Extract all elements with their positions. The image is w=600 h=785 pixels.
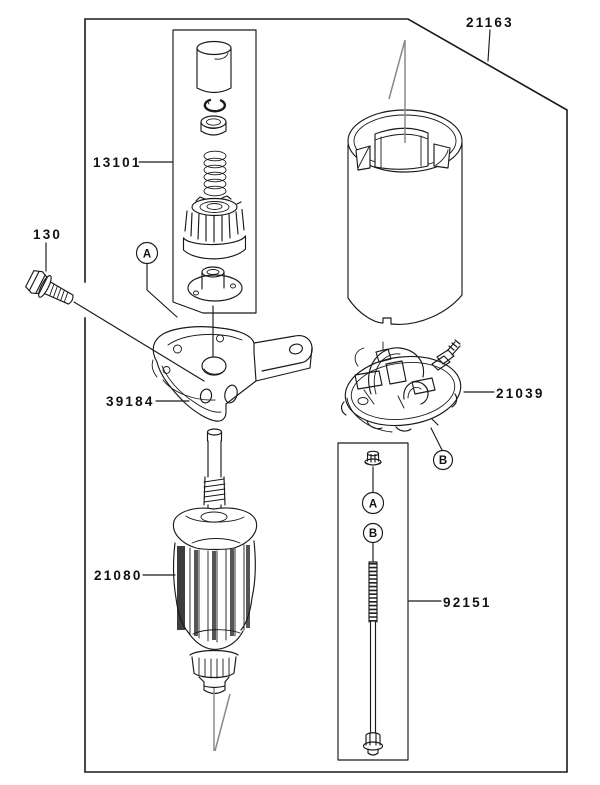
drive-spring-drawing bbox=[204, 151, 226, 196]
bracket-drawing bbox=[152, 327, 312, 422]
part-label-39184: 39184 bbox=[106, 394, 155, 409]
pinion-gear-drawing bbox=[184, 196, 246, 259]
ref-a-label: A bbox=[142, 248, 152, 261]
ref-bubble-b-box bbox=[364, 524, 383, 543]
ref-bubble-b-brushplate bbox=[431, 428, 453, 470]
drive-plunger-cap-drawing bbox=[197, 42, 231, 93]
part-label-13101-group bbox=[93, 155, 172, 170]
through-bolt-drawing bbox=[364, 562, 383, 755]
part-label-13101: 13101 bbox=[93, 155, 142, 170]
stop-collar-drawing bbox=[201, 116, 226, 135]
assembly-frame bbox=[85, 19, 567, 772]
drive-kit-box bbox=[173, 30, 256, 313]
part-label-21080: 21080 bbox=[94, 568, 143, 583]
insert-arrow-housing bbox=[389, 40, 405, 143]
part-label-92151-group bbox=[409, 595, 492, 610]
ref-bubble-a-box bbox=[363, 493, 384, 514]
retainer-plate-drawing bbox=[188, 267, 242, 301]
ref-b-label-box: B bbox=[368, 528, 378, 540]
part-label-21163-group bbox=[466, 15, 514, 61]
part-label-130: 130 bbox=[33, 227, 63, 242]
armature-drawing bbox=[173, 429, 256, 694]
part-label-39184-group bbox=[106, 394, 189, 409]
insert-arrow-armature bbox=[214, 688, 230, 751]
ref-b-label: B bbox=[438, 455, 448, 467]
part-label-21039: 21039 bbox=[496, 386, 545, 401]
brush-holder-drawing bbox=[341, 340, 464, 432]
nut-drawing bbox=[365, 451, 381, 465]
ref-a-label-box: A bbox=[368, 498, 378, 511]
part-label-21163: 21163 bbox=[466, 15, 514, 30]
part-label-21080-group bbox=[94, 568, 175, 583]
ref-bubble-a-bracket bbox=[137, 243, 178, 318]
part-label-21039-group bbox=[464, 386, 545, 401]
part-label-92151: 92151 bbox=[443, 595, 492, 610]
part-label-130-group bbox=[33, 227, 62, 271]
flange-bolt-drawing bbox=[24, 268, 77, 311]
bolt-leader-line bbox=[74, 302, 204, 381]
snap-ring-drawing bbox=[205, 100, 225, 111]
